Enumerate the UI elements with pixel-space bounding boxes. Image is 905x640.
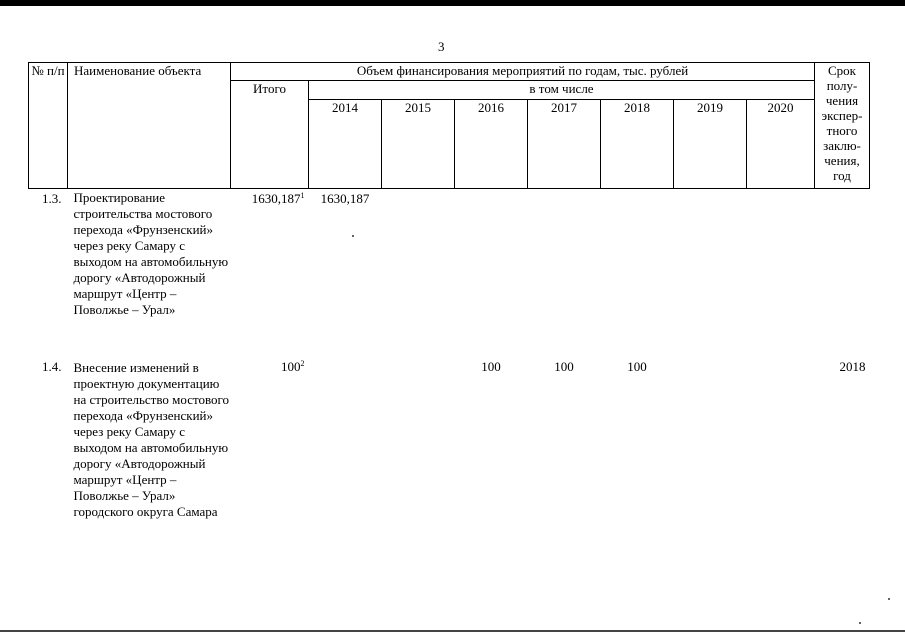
row-total: 1630,187$^1$ bbox=[251, 191, 305, 206]
row-value: 100 bbox=[627, 359, 647, 374]
row-value bbox=[747, 189, 815, 360]
header-total: Итого bbox=[231, 81, 309, 189]
row-term bbox=[815, 189, 870, 360]
header-expert-term: Срок полу-чения экспер-тного заклю-чения, год bbox=[815, 63, 870, 189]
table-row bbox=[29, 359, 870, 590]
row-value: 100 bbox=[554, 359, 574, 374]
scan-bottom-border bbox=[0, 630, 905, 632]
row-value: 1630,187 bbox=[320, 191, 370, 206]
row-value: 100 bbox=[481, 359, 501, 374]
footnote-mark: 2 bbox=[300, 359, 305, 368]
header-year: 2015 bbox=[382, 100, 455, 189]
scan-speck bbox=[859, 622, 861, 624]
header-object-name: Наименование объекта bbox=[68, 63, 231, 189]
row-total: $100^2$ bbox=[281, 359, 305, 374]
page-number: 3 bbox=[438, 39, 445, 54]
row-value bbox=[601, 189, 674, 360]
row-value bbox=[382, 189, 455, 360]
row-value bbox=[382, 359, 455, 590]
row-value bbox=[674, 189, 747, 360]
row-value bbox=[455, 189, 528, 360]
header-year: 2019 bbox=[674, 100, 747, 189]
row-number: 1.4. bbox=[42, 359, 62, 374]
scan-speck bbox=[352, 235, 354, 237]
funding-table bbox=[28, 62, 870, 590]
header-row-1 bbox=[29, 63, 870, 81]
row-value bbox=[309, 359, 382, 590]
header-year: 2020 bbox=[747, 100, 815, 189]
scan-speck bbox=[888, 598, 890, 600]
header-year: 2017 bbox=[528, 100, 601, 189]
header-year: 2016 bbox=[455, 100, 528, 189]
scan-top-border bbox=[0, 0, 905, 6]
header-year: 2018 bbox=[601, 100, 674, 189]
table-row bbox=[29, 189, 870, 360]
header-number: № п/п bbox=[29, 63, 68, 189]
row-term: 2018 bbox=[839, 359, 866, 374]
row-value bbox=[674, 359, 747, 590]
row-object-name: Внесение изменений в проектную документацию на строительство мостового перехода «Фрунзенский» через реку Самару с выходом на автомобильную дорогу «Автодорожный маршрут «Центр – Поволжье – Урал» городского округа Самара bbox=[73, 360, 230, 519]
header-funding: Объем финансирования мероприятий по годам, тыс. рублей bbox=[231, 63, 815, 81]
row-value bbox=[528, 189, 601, 360]
row-object-name: Проектирование строительства мостового перехода «Фрунзенский» через реку Самару с выходом на автомобильную дорогу «Автодорожный маршрут «Центр – Поволжье – Урал» bbox=[73, 190, 229, 317]
row-number: 1.3. bbox=[42, 191, 62, 206]
header-including: в том числе bbox=[309, 81, 815, 100]
header-year: 2014 bbox=[309, 100, 382, 189]
row-value bbox=[747, 359, 815, 590]
footnote-mark: 1 bbox=[300, 191, 305, 200]
